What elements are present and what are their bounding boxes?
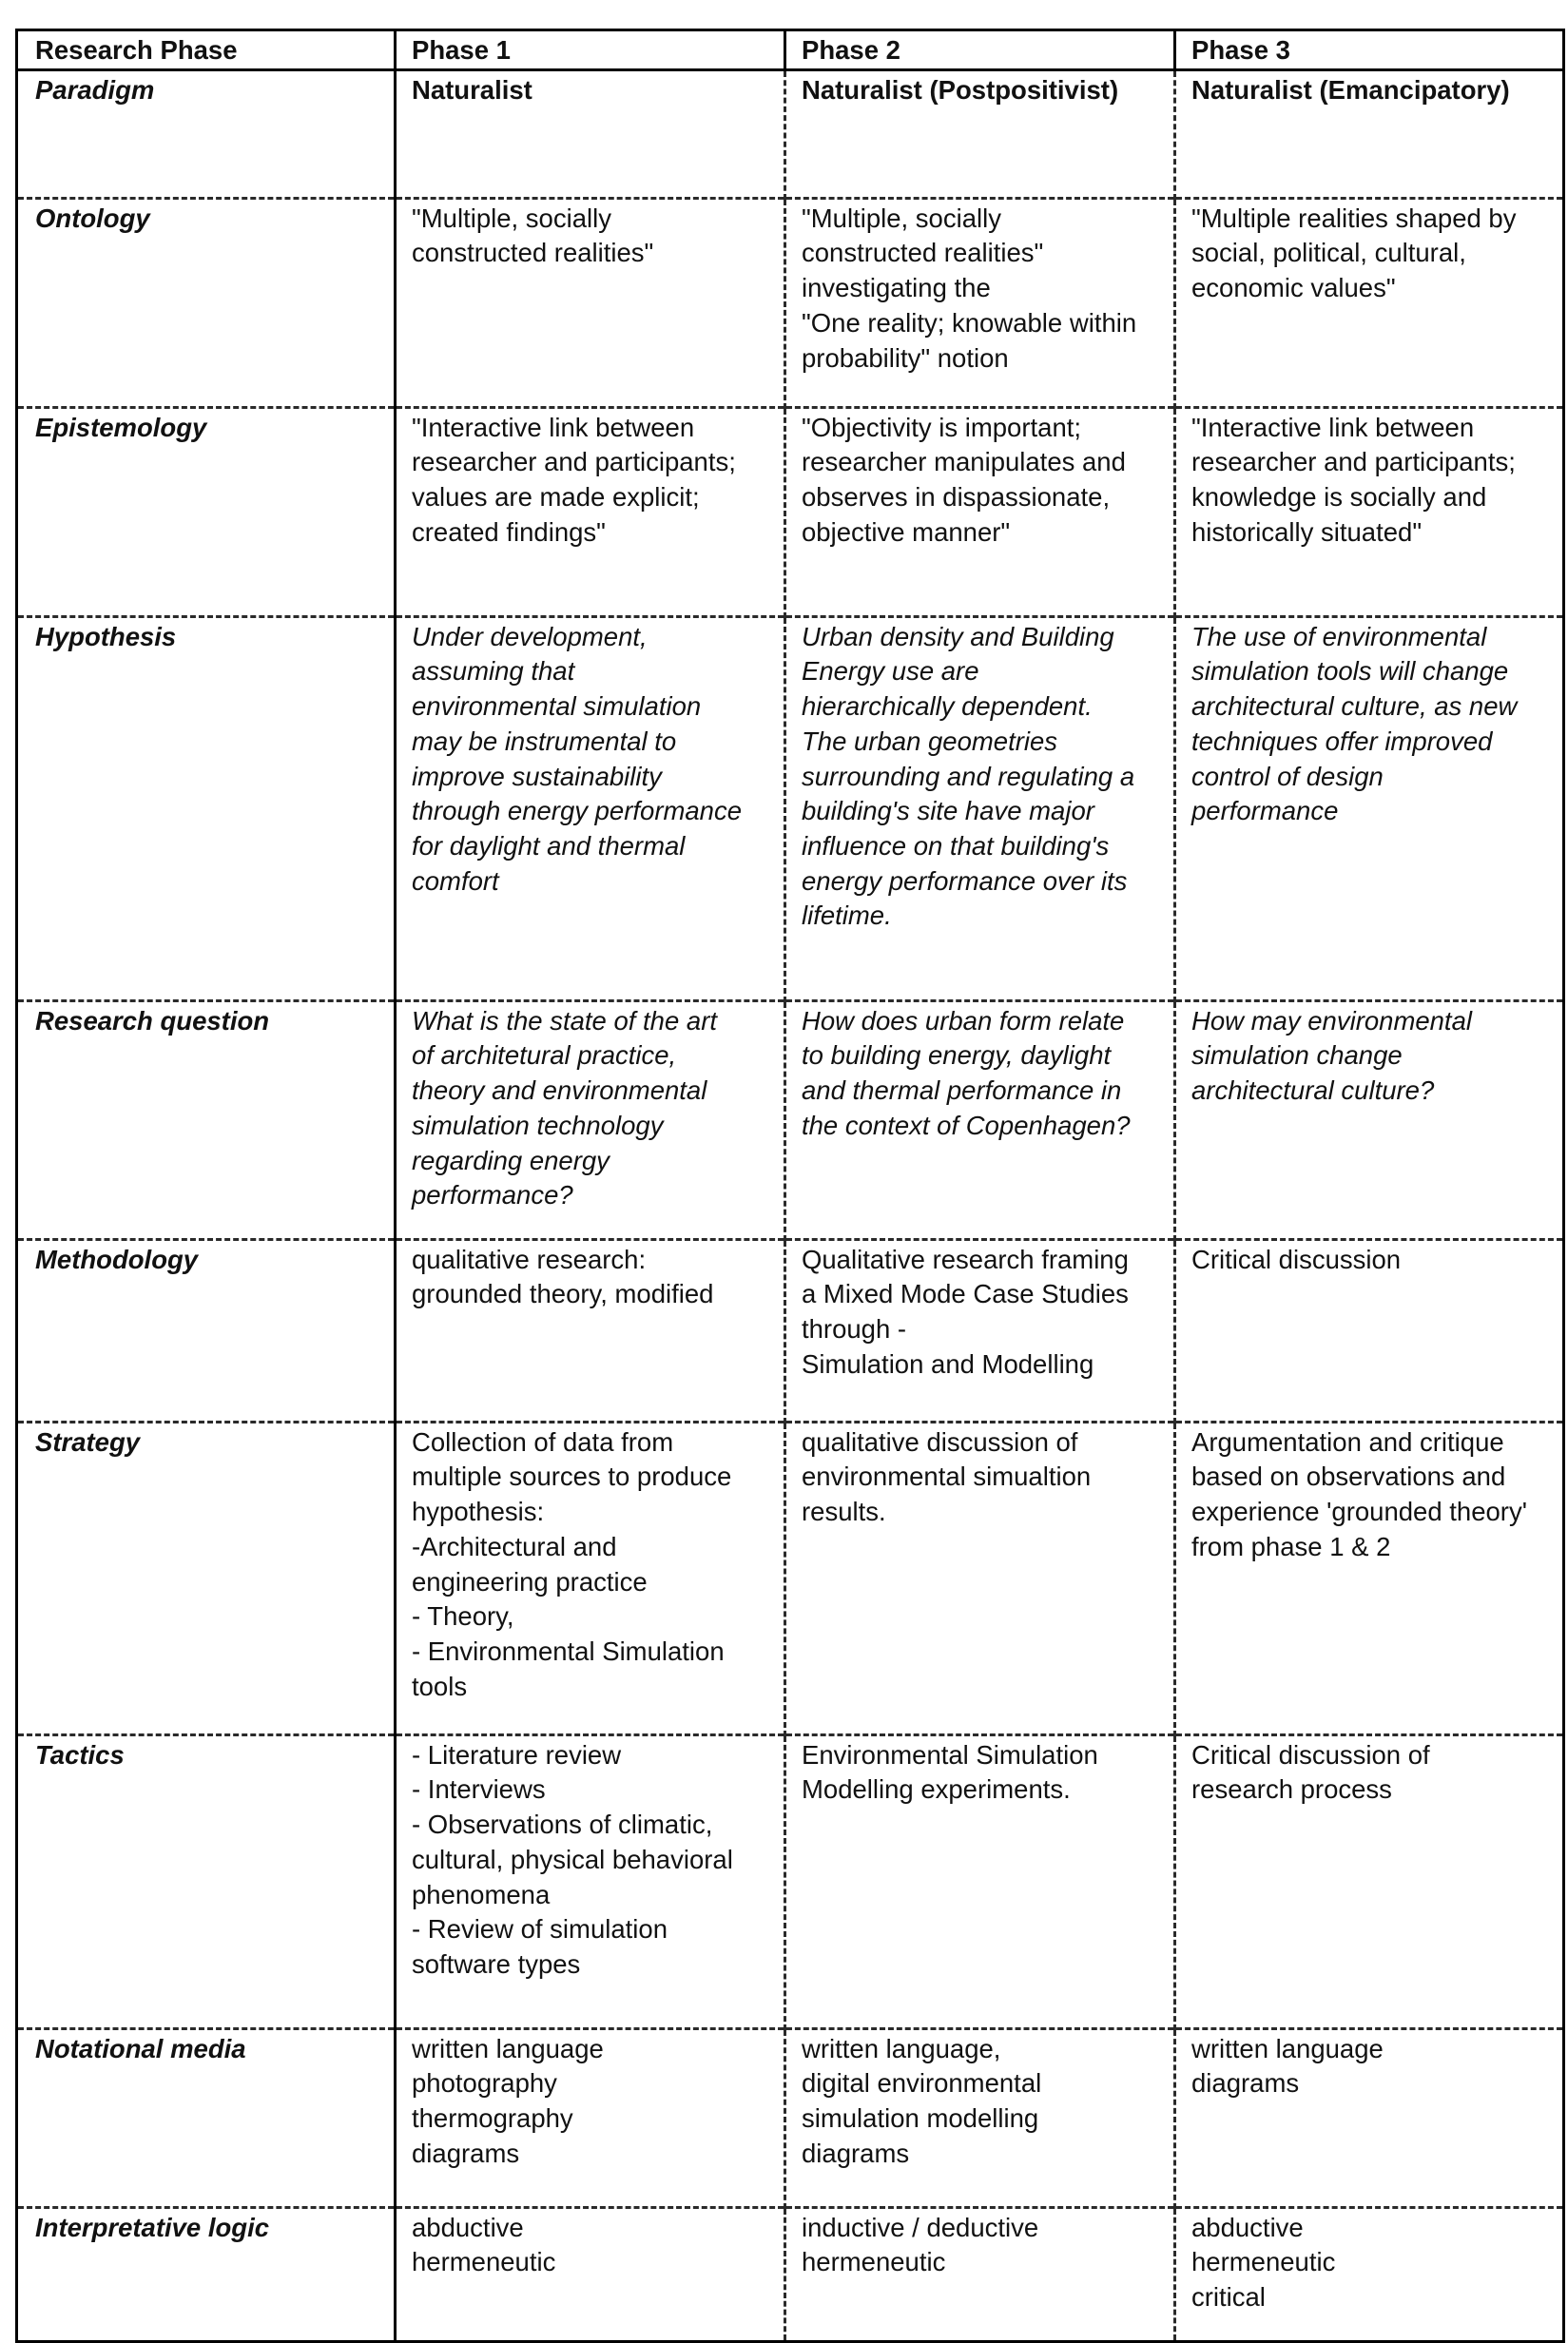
cell-text-line: assuming that: [412, 656, 575, 687]
cell-text-line: Naturalist (Postpositivist): [802, 74, 1119, 105]
cell-text-line: What is the state of the art: [412, 1005, 717, 1036]
cell-phase-2: [785, 407, 1175, 616]
cell-text-line: research process: [1191, 1774, 1392, 1805]
cell-text-line: written language: [1191, 2033, 1384, 2063]
cell-text-line: thermography: [412, 2103, 573, 2134]
cell-text-line: diagrams: [412, 2138, 520, 2168]
cell-text-line: based on observations and: [1191, 1462, 1506, 1492]
cell-text-line: - Review of simulation: [412, 1914, 668, 1945]
cell-phase-3: [1175, 69, 1564, 198]
cell-phase-3: [1175, 1734, 1564, 2028]
cell-text-line: lifetime.: [802, 900, 892, 931]
cell-text-line: phenomena: [412, 1879, 551, 1909]
cell-phase-2: [785, 2028, 1175, 2207]
cell-text-line: The use of environmental: [1191, 621, 1487, 651]
cell-text-line: digital environmental: [802, 2068, 1042, 2099]
cell-phase-1: [396, 1734, 785, 2028]
cell-text-line: abductive: [1191, 2212, 1304, 2242]
cell-text-line: photography: [412, 2068, 557, 2099]
cell-text-line: simulation technology: [412, 1110, 664, 1140]
cell-text-line: created findings": [412, 516, 606, 547]
cell-text-line: values are made explicit;: [412, 482, 700, 513]
cell-text-line: comfort: [412, 865, 499, 896]
cell-text-line: - Theory,: [412, 1601, 514, 1632]
cell-text-line: constructed realities": [412, 238, 654, 268]
row-label: Methodology: [17, 1239, 396, 1422]
cell-phase-2: [785, 1239, 1175, 1422]
cell-text-line: Simulation and Modelling: [802, 1348, 1094, 1379]
table-row: [17, 1000, 1564, 1239]
cell-text-line: researcher and participants;: [1191, 447, 1516, 477]
cell-text-line: from phase 1 & 2: [1191, 1531, 1391, 1561]
cell-text-line: abductive: [412, 2212, 524, 2242]
cell-text-line: Urban density and Building: [802, 621, 1114, 651]
cell-phase-3: [1175, 1000, 1564, 1239]
cell-text-line: "Objectivity is important;: [802, 412, 1082, 442]
cell-text-line: objective manner": [802, 516, 1011, 547]
table-row: [17, 1239, 1564, 1422]
header-research-phase: Research Phase: [17, 30, 396, 70]
cell-text-line: - Interviews: [412, 1774, 546, 1805]
cell-text-line: qualitative discussion of: [802, 1426, 1078, 1457]
cell-text-line: engineering practice: [412, 1566, 648, 1597]
cell-text-line: How may environmental: [1191, 1005, 1472, 1036]
cell-text-line: "One reality; knowable within: [802, 307, 1137, 338]
cell-text-line: hierarchically dependent.: [802, 691, 1093, 722]
table-row: [17, 2028, 1564, 2207]
cell-text-line: Critical discussion of: [1191, 1739, 1430, 1770]
cell-text-line: influence on that building's: [802, 830, 1110, 861]
cell-text-line: performance: [1191, 796, 1339, 826]
table-row: [17, 2207, 1564, 2341]
header-phase-2: Phase 2: [785, 30, 1175, 70]
cell-phase-1: [396, 69, 785, 198]
cell-phase-1: [396, 198, 785, 407]
cell-text-line: architectural culture?: [1191, 1075, 1435, 1106]
cell-text-line: software types: [412, 1948, 581, 1979]
cell-text-line: -Architectural and: [412, 1531, 617, 1561]
cell-text-line: historically situated": [1191, 516, 1423, 547]
row-label: Notational media: [17, 2028, 396, 2207]
cell-text-line: and thermal performance in: [802, 1075, 1122, 1106]
cell-text-line: researcher manipulates and: [802, 447, 1126, 477]
cell-phase-3: [1175, 198, 1564, 407]
cell-phase-1: [396, 2207, 785, 2341]
row-label: Tactics: [17, 1734, 396, 2028]
cell-text-line: Naturalist: [412, 74, 532, 105]
cell-text-line: Environmental Simulation: [802, 1739, 1098, 1770]
cell-text-line: energy performance over its: [802, 865, 1128, 896]
cell-text-line: Energy use are: [802, 656, 979, 687]
cell-text-line: grounded theory, modified: [412, 1279, 714, 1309]
cell-text-line: cultural, physical behavioral: [412, 1844, 733, 1874]
cell-phase-2: [785, 616, 1175, 1000]
cell-phase-2: [785, 2207, 1175, 2341]
header-phase-3: Phase 3: [1175, 30, 1564, 70]
cell-phase-3: [1175, 407, 1564, 616]
header-row: [17, 30, 1564, 70]
cell-text-line: written language,: [802, 2033, 1001, 2063]
cell-phase-3: [1175, 1239, 1564, 1422]
cell-text-line: "Interactive link between: [1191, 412, 1475, 442]
cell-text-line: qualitative research:: [412, 1244, 647, 1274]
cell-text-line: simulation modelling: [802, 2103, 1039, 2134]
cell-text-line: knowledge is socially and: [1191, 482, 1487, 513]
cell-phase-2: [785, 1734, 1175, 2028]
research-phase-table: [15, 29, 1565, 2343]
cell-text-line: "Interactive link between: [412, 412, 695, 442]
cell-text-line: Argumentation and critique: [1191, 1426, 1504, 1457]
cell-phase-2: [785, 198, 1175, 407]
cell-phase-2: [785, 69, 1175, 198]
cell-phase-1: [396, 407, 785, 616]
cell-phase-3: [1175, 2028, 1564, 2207]
cell-text-line: - Observations of climatic,: [412, 1810, 713, 1840]
cell-text-line: social, political, cultural,: [1191, 238, 1466, 268]
cell-text-line: "Multiple realities shaped by: [1191, 203, 1517, 233]
cell-phase-1: [396, 1239, 785, 1422]
row-label: Ontology: [17, 198, 396, 407]
cell-text-line: environmental simulation: [412, 691, 702, 722]
cell-phase-2: [785, 1000, 1175, 1239]
cell-text-line: results.: [802, 1497, 886, 1527]
cell-text-line: theory and environmental: [412, 1075, 707, 1106]
row-label: Hypothesis: [17, 616, 396, 1000]
cell-text-line: critical: [1191, 2282, 1266, 2313]
cell-text-line: Qualitative research framing: [802, 1244, 1129, 1274]
cell-text-line: techniques offer improved: [1191, 726, 1493, 756]
header-phase-1: Phase 1: [396, 30, 785, 70]
cell-text-line: tools: [412, 1671, 468, 1701]
cell-text-line: "Multiple, socially: [802, 203, 1001, 233]
table-row: [17, 1734, 1564, 2028]
cell-text-line: architectural culture, as new: [1191, 691, 1518, 722]
row-label: Epistemology: [17, 407, 396, 616]
cell-text-line: a Mixed Mode Case Studies: [802, 1279, 1129, 1309]
cell-text-line: surrounding and regulating a: [802, 761, 1135, 791]
cell-text-line: the context of Copenhagen?: [802, 1110, 1131, 1140]
cell-text-line: Modelling experiments.: [802, 1774, 1071, 1805]
cell-text-line: environmental simualtion: [802, 1462, 1092, 1492]
cell-text-line: through -: [802, 1314, 907, 1345]
cell-text-line: How does urban form relate: [802, 1005, 1125, 1036]
cell-phase-3: [1175, 2207, 1564, 2341]
cell-text-line: hermeneutic: [412, 2247, 556, 2277]
cell-text-line: for daylight and thermal: [412, 830, 686, 861]
cell-text-line: regarding energy: [412, 1145, 610, 1175]
cell-text-line: building's site have major: [802, 796, 1094, 826]
row-label: Strategy: [17, 1422, 396, 1734]
cell-text-line: diagrams: [1191, 2068, 1300, 2099]
cell-text-line: to building energy, daylight: [802, 1040, 1112, 1071]
cell-text-line: Collection of data from: [412, 1426, 674, 1457]
cell-text-line: Under development,: [412, 621, 648, 651]
table-row: [17, 198, 1564, 407]
row-label: Interpretative logic: [17, 2207, 396, 2341]
row-label: Paradigm: [35, 74, 155, 105]
table-row: [17, 616, 1564, 1000]
cell-phase-1: [396, 1422, 785, 1734]
cell-text-line: control of design: [1191, 761, 1384, 791]
cell-phase-3: [1175, 1422, 1564, 1734]
cell-text-line: - Environmental Simulation: [412, 1636, 725, 1666]
cell-text-line: Naturalist (Emancipatory): [1191, 74, 1510, 105]
cell-text-line: may be instrumental to: [412, 726, 677, 756]
cell-phase-3: [1175, 616, 1564, 1000]
cell-text-line: through energy performance: [412, 796, 743, 826]
cell-text-line: written language: [412, 2033, 604, 2063]
cell-text-line: probability" notion: [802, 342, 1009, 373]
cell-text-line: improve sustainability: [412, 761, 662, 791]
cell-text-line: observes in dispassionate,: [802, 482, 1111, 513]
cell-text-line: Critical discussion: [1191, 1244, 1402, 1274]
cell-text-line: investigating the: [802, 273, 991, 303]
table-row: [17, 1422, 1564, 1734]
cell-text-line: diagrams: [802, 2138, 910, 2168]
cell-text-line: researcher and participants;: [412, 447, 736, 477]
cell-text-line: simulation change: [1191, 1040, 1403, 1071]
table-body: [17, 30, 1564, 2342]
cell-text-line: hypothesis:: [412, 1497, 545, 1527]
cell-phase-1: [396, 2028, 785, 2207]
cell-phase-1: [396, 616, 785, 1000]
cell-text-line: hermeneutic: [802, 2247, 946, 2277]
cell-text-line: simulation tools will change: [1191, 656, 1509, 687]
table-row: [17, 69, 1564, 198]
cell-text-line: performance?: [412, 1180, 573, 1210]
cell-text-line: multiple sources to produce: [412, 1462, 732, 1492]
cell-text-line: hermeneutic: [1191, 2247, 1336, 2277]
cell-text-line: experience 'grounded theory': [1191, 1497, 1527, 1527]
cell-text-line: The urban geometries: [802, 726, 1058, 756]
cell-text-line: of architetural practice,: [412, 1040, 677, 1071]
row-label: Research question: [17, 1000, 396, 1239]
cell-text-line: - Literature review: [412, 1739, 622, 1770]
cell-phase-2: [785, 1422, 1175, 1734]
cell-text-line: constructed realities": [802, 238, 1044, 268]
table-row: [17, 407, 1564, 616]
cell-text-line: inductive / deductive: [802, 2212, 1039, 2242]
cell-text-line: "Multiple, socially: [412, 203, 611, 233]
cell-phase-1: [396, 1000, 785, 1239]
cell-text-line: economic values": [1191, 273, 1396, 303]
